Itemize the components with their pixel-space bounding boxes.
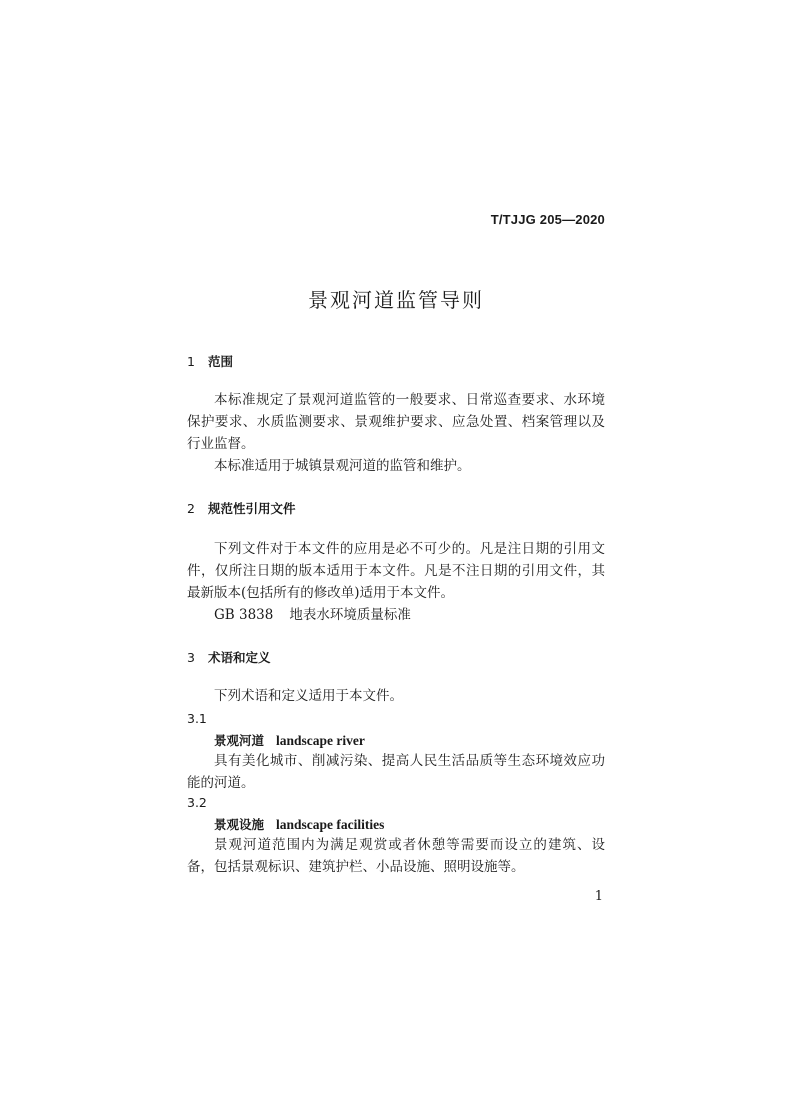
section-2-heading — [187, 499, 296, 517]
document-title: 景观河道监管导则 — [308, 288, 484, 312]
section-1-heading — [187, 352, 233, 370]
term-entry — [214, 731, 365, 749]
term-definition: 具有美化城市、削减污染、提高人民生活品质等生态环境效应功能的河道。 — [187, 753, 605, 791]
section-title: 范围 — [208, 354, 234, 369]
page-number: 1 — [594, 889, 603, 904]
standard-code: T/TJJG 205—2020 — [490, 212, 605, 227]
section-title: 规范性引用文件 — [208, 501, 296, 516]
reference-title: 地表水环境质量标准 — [289, 607, 411, 623]
reference-item — [214, 604, 411, 626]
term-zh: 景观河道 — [214, 733, 265, 748]
section-1-paragraph-2: 本标准适用于城镇景观河道的监管和维护。 — [214, 458, 471, 474]
section-1-paragraph-1: 本标准规定了景观河道监管的一般要求、日常巡查要求、水环境保护要求、水质监测要求、景观维护要求、应急处置、档案管理以及行业监督。 — [187, 392, 605, 452]
term-entry — [214, 815, 384, 833]
reference-code: GB 3838 — [214, 607, 274, 623]
section-number: 1 — [187, 354, 195, 369]
section-3-heading — [187, 648, 271, 666]
section-title: 术语和定义 — [208, 650, 271, 665]
clause-number: 3.2 — [187, 795, 207, 810]
clause-number: 3.1 — [187, 711, 207, 726]
section-number: 3 — [187, 650, 195, 665]
section-3-intro: 下列术语和定义适用于本文件。 — [214, 688, 403, 704]
term-definition: 景观河道范围内为满足观赏或者休憩等需要而设立的建筑、设备，包括景观标识、建筑护栏、小品设施、照明设施等。 — [187, 837, 605, 875]
term-en: landscape river — [276, 733, 365, 748]
term-zh: 景观设施 — [214, 817, 265, 832]
section-2-paragraph-1: 下列文件对于本文件的应用是必不可少的。凡是注日期的引用文件，仅所注日期的版本适用于本文件。凡是不注日期的引用文件，其最新版本(包括所有的修改单)适用于本文件。 — [187, 541, 605, 601]
section-number: 2 — [187, 501, 195, 516]
term-en: landscape facilities — [276, 817, 385, 832]
